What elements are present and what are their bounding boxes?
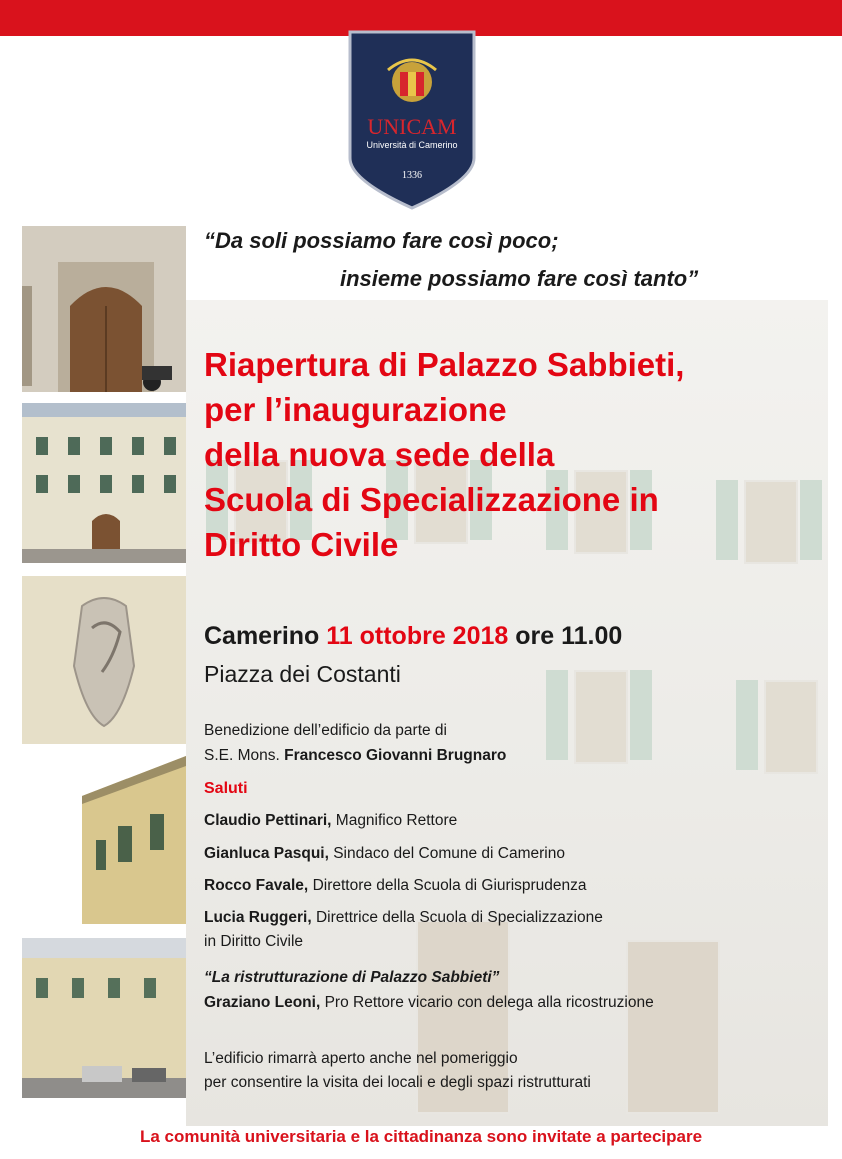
speaker-name: Rocco Favale, (204, 877, 309, 894)
photo-piazza-street (22, 938, 186, 1098)
talk-title: “La ristrutturazione di Palazzo Sabbieti” (204, 969, 500, 986)
title-line-2: per l’inaugurazione (204, 391, 507, 428)
photo-palazzo-facade (22, 403, 186, 563)
event-when (204, 622, 622, 651)
speaker-role: Sindaco del Comune di Camerino (333, 845, 565, 862)
quote-line-1: “Da soli possiamo fare così poco; (204, 228, 559, 253)
logo-year: 1336 (402, 170, 422, 181)
event-city: Camerino (204, 622, 320, 650)
speaker-role-line-2: in Diritto Civile (204, 933, 304, 950)
blessing-line-2 (204, 747, 506, 765)
title-line-5: Diritto Civile (204, 526, 399, 563)
event-date: 11 ottobre 2018 (326, 622, 509, 650)
note-line-1: L’edificio rimarrà aperto anche nel pomeriggio (204, 1050, 518, 1067)
photo-yellow-building (22, 756, 186, 924)
note-line-2: per consentire la visita dei locali e degli spazi ristrutturati (204, 1074, 591, 1091)
photo-stone-crest (22, 576, 186, 744)
talk-speaker-name: Graziano Leoni, (204, 994, 321, 1011)
event-time: ore 11.00 (515, 622, 623, 650)
photo-palazzo-doorway (22, 226, 186, 392)
speaker-row (204, 877, 587, 895)
blessing-name: Francesco Giovanni Brugnaro (284, 747, 507, 764)
unicam-shield-logo (348, 30, 476, 210)
speaker-role: Magnifico Rettore (335, 812, 458, 829)
logo-subtitle: Università di Camerino (366, 140, 458, 150)
event-venue: Piazza dei Costanti (204, 661, 401, 687)
event-title (204, 342, 824, 567)
talk-speaker (204, 994, 654, 1012)
title-line-3: della nuova sede della (204, 436, 555, 473)
speaker-row (204, 845, 565, 863)
logo-name: UNICAM (367, 114, 457, 139)
speaker-role: Direttrice della Scuola di Specializzazione (315, 909, 603, 926)
title-line-4: Scuola di Specializzazione in (204, 481, 659, 518)
blessing-line-1: Benedizione dell’edificio da parte di (204, 722, 447, 739)
speaker-name: Lucia Ruggeri, (204, 909, 312, 926)
greetings-heading: Saluti (204, 780, 248, 797)
title-line-1: Riapertura di Palazzo Sabbieti, (204, 346, 685, 383)
speaker-row (204, 909, 603, 927)
quote-line-2: insieme possiamo fare così tanto” (340, 266, 699, 291)
talk-speaker-role: Pro Rettore vicario con delega alla ricostruzione (324, 994, 654, 1011)
speaker-name: Gianluca Pasqui, (204, 845, 329, 862)
speaker-role: Direttore della Scuola di Giurisprudenza (312, 877, 587, 894)
footer-invitation: La comunità universitaria e la cittadinanza sono invitate a partecipare (139, 1127, 703, 1146)
speaker-row (204, 812, 457, 830)
speaker-name: Claudio Pettinari, (204, 812, 332, 829)
blessing-prefix: S.E. Mons. (204, 747, 280, 764)
